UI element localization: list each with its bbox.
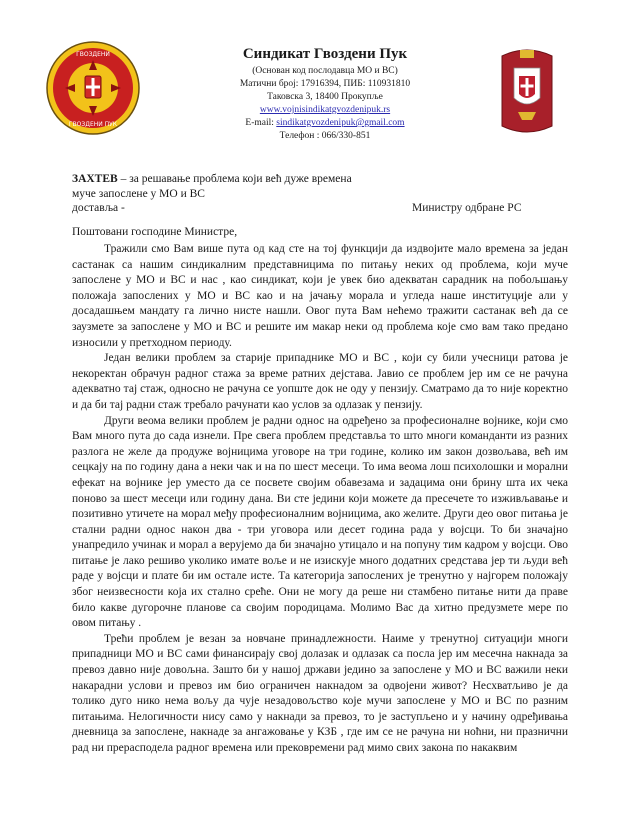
email-row: [180, 117, 470, 130]
subject-line-2: муче запослене у МО и ВС: [72, 188, 205, 200]
address: Таковска 3, 18400 Прокупље: [267, 92, 383, 102]
subject-line-1: – за решавање проблема који већ дуже времена: [117, 173, 352, 185]
website-link-row: [180, 104, 470, 117]
phone: Телефон : 066/330-851: [279, 131, 371, 141]
logo-caption-top: ГВОЗДЕНИ: [76, 51, 110, 58]
paragraph: Други веома велики проблем је радни однос на одређено за професионалне војнике, који смо Вам много пута до сада изнели. Пре свега проблем представља то што многи команданти из разних разлога не желе да продуже војницима уговоре на три године, колико им закон дозвољава, већ им сецкају на по годину дана а неки чак и на по шест месеци. То има веома лош психолошки и морални ефекат на војнике јер уместо да се посвете својим обавезама и задацима они брину шта их чека поново за шест месеци или годину дана. Ви сте једини који можете да пресечете то изживљавање и позитивно утичете на морал међу професионалним војницима, ако желите. Други део овог питања је стални радни однос након два - три уговора или десет година рада у војсци. То би значајно унапредило учинак и морал а верујемо да би значајно утицало и на попуну тим кадром у војсци. Ово питање је лако решиво уколико имате воље и не изискује много додатних средстава јер ти људи већ раде у војсци и плате би им остале исте. Та категорија запослених је тренутно у најгорем положају због неизвесности која их стално срећe. Они не могу да реше ни стамбено питање нити да праве било какве дугорочне планове са својим породицама. Молимо Вас да хитно предузмете мере по овом питању .: [72, 414, 568, 630]
paragraph: Један велики проблем за старије припаднике МО и ВС , који су били учесници ратова је некоректан обрачун радног стажа за време ратних дејстава. Јавио се проблем јер им се не рачуна адекватно тај стаж, односно не рачуна се уопште док не оду у пензију. Сматрамо да то није коректно и да би тај радни стаж требало рачунати као услов за одлазак у пензију.: [72, 352, 568, 411]
serbia-coat-of-arms: [498, 46, 556, 136]
paragraph: Трећи проблем је везан за новчане принадлежности. Наиме у тренутној ситуацији многи припадници МО и ВС сами финансирају свој долазак и одлазак са посла јер им месечна накнада за превоз давно није довољна. Зашто би у нашој држави једино за запослене у МО и ВС важили неки накарадни услови и превоз им био ограничен накнадом за одвојени живот? Несхватљиво је да толико дуго нико нема вољу да чује незадовољство које мучи запослене у МО и ВС по разним питањима. Нелогичности нису само у накнади за превоз, то је заступљено и у начину одређивања дневница за запослене, накнаде за ангажовање у КЗБ , где им се не рачуна ни ноћни, ни празнични рад ни прерасподела радног времена или прековремени рад мимо свих закона по накаквим: [72, 632, 568, 754]
organization-name: Синдикат Гвоздени Пук: [242, 46, 408, 62]
organization-subtitle: (Основан код послодавца МО и ВС): [252, 66, 398, 76]
letter-body: [72, 242, 568, 757]
union-logo: [45, 40, 141, 136]
email-label: E-mail:: [245, 118, 274, 128]
request-title: ЗАХТЕВ: [72, 173, 118, 185]
registration-ids: Матични број: 17916394, ПИБ: 110931810: [239, 79, 411, 89]
logo-caption-bottom: ГВОЗДЕНИ ПУК: [68, 121, 118, 128]
delivery-label: доставља -: [72, 202, 125, 214]
paragraph: Тражили смо Вам више пута од кад сте на тој функцији да издвојите мало времена за један састанак са нашим синдикалним представницима по питању неких од проблема, који муче запослене у МО и ВС и нас , као синдикат, који је увек био адекватан сарадник на побољшању положаја запослених у МО и ВС као и на јачању морала и угледа наше институције али у досадашњем мандату га лично нисте нашли. Овог пута Вам нећемо тражити састанак већ да се заузмете за запослене у МО и ВС и решите им макар неки од проблема које смо вам тако предано износили у претходном периоду.: [72, 243, 568, 349]
request-subject: [72, 172, 372, 202]
letterhead: [180, 46, 470, 143]
website-link[interactable]: www.vojnisindikatgvozdenipuk.rs: [259, 105, 391, 115]
recipient: Министру одбране РС: [412, 202, 522, 214]
greeting: Поштовани господине Министре,: [72, 226, 238, 238]
email-link[interactable]: sindikatgvozdenipuk@gmail.com: [276, 118, 405, 128]
